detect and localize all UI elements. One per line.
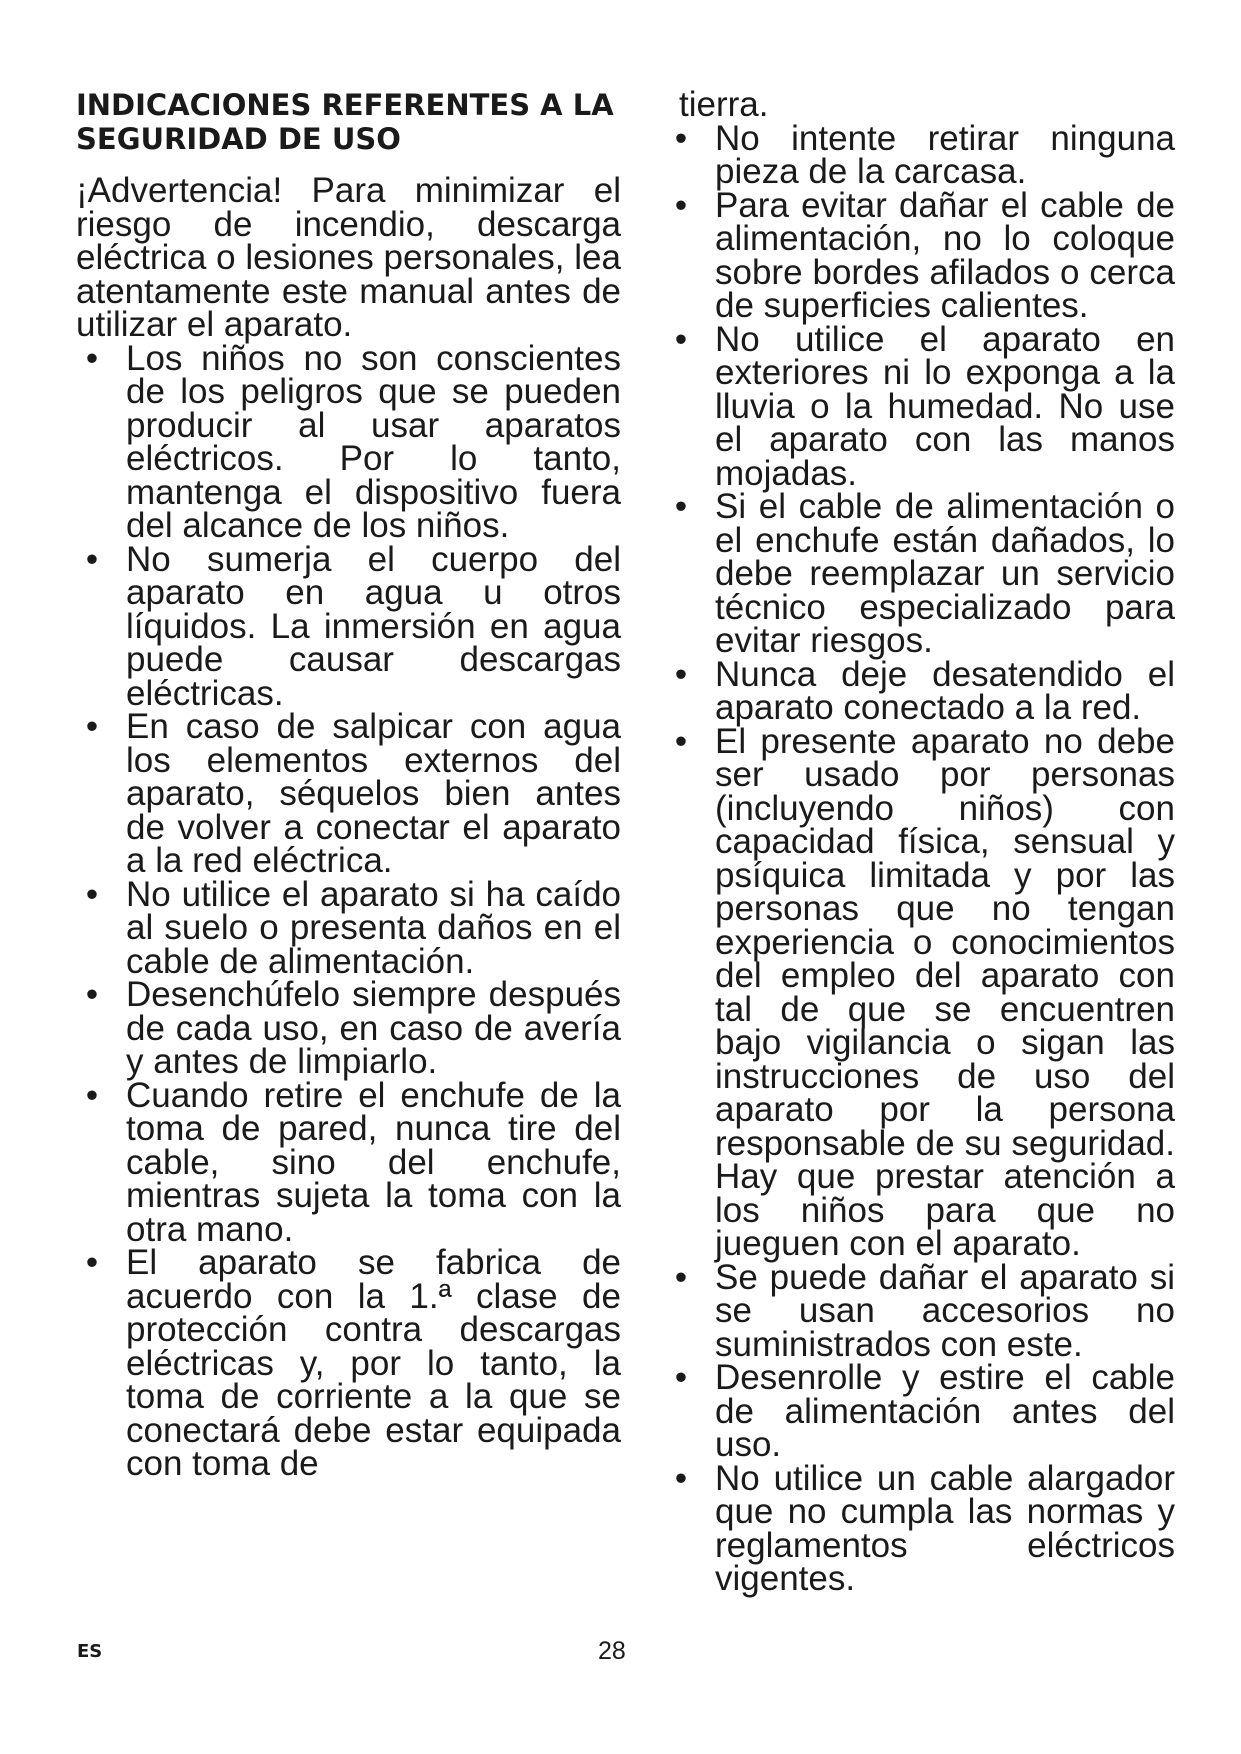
list-item-text: Los niños no son conscientes de los peligros que se pueden producir al usar aparatos eléctricos. Por lo tanto, mantenga el dispositivo fuera del alcance de los niños. bbox=[126, 338, 621, 545]
left-bullet-list bbox=[76, 338, 621, 1483]
list-item-text: Para evitar dañar el cable de alimentación, no lo coloque sobre bordes afilados o cerca de superficies calientes. bbox=[715, 185, 1175, 325]
list-item bbox=[665, 1257, 1175, 1364]
list-item-text: No utilice el aparato en exteriores ni lo exponga a la lluvia o la humedad. No use el aparato con las manos mojadas. bbox=[715, 319, 1175, 493]
bullet-icon: • bbox=[674, 1257, 688, 1297]
list-item bbox=[665, 185, 1175, 325]
list-item-text: Se puede dañar el aparato si se usan accesorios no suministrados con este. bbox=[715, 1257, 1175, 1364]
list-item-text: Cuando retire el enchufe de la toma de pared, nunca tire del cable, sino del enchufe, mientras sujeta la toma con la otra mano. bbox=[126, 1075, 621, 1249]
warning-intro: ¡Advertencia! Para minimizar el riesgo de incendio, descarga eléctrica o lesiones personales, lea atentamente este manual antes de utilizar el aparato. bbox=[76, 171, 621, 344]
bullet-icon: • bbox=[674, 1458, 688, 1498]
right-bullet-list bbox=[665, 118, 1175, 1598]
bullet-icon: • bbox=[85, 539, 99, 579]
continued-text: tierra. bbox=[679, 85, 769, 124]
list-item bbox=[76, 707, 621, 880]
bullet-icon: • bbox=[674, 319, 688, 359]
list-item-text: Si el cable de alimentación o el enchufe están dañados, lo debe reemplazar un servicio técnico especializado para evitar riesgos. bbox=[715, 487, 1175, 660]
list-item bbox=[665, 1458, 1175, 1598]
page-number: 28 bbox=[598, 1637, 626, 1665]
list-item-text: El aparato se fabrica de acuerdo con la 1.ª clase de protección contra descargas eléctricas y, por lo tanto, la toma de corriente a la que se conectará debe estar equipada con toma de bbox=[126, 1243, 621, 1483]
bullet-icon: • bbox=[85, 1075, 99, 1115]
list-item-text: Desenrolle y estire el cable de alimentación antes del uso. bbox=[715, 1358, 1175, 1464]
list-item bbox=[665, 487, 1175, 660]
list-item bbox=[665, 319, 1175, 493]
left-column bbox=[76, 88, 621, 1481]
list-item-text: No sumerja el cuerpo del aparato en agua u otros líquidos. La inmersión en agua puede causar descargas eléctricas. bbox=[126, 539, 621, 713]
right-column bbox=[665, 85, 1175, 1598]
bullet-icon: • bbox=[674, 118, 688, 158]
bullet-icon: • bbox=[674, 487, 688, 526]
bullet-icon: • bbox=[85, 975, 99, 1014]
list-item-text: No utilice un cable alargador que no cumpla las normas y reglamentos eléctricos vigentes. bbox=[715, 1458, 1175, 1598]
bullet-icon: • bbox=[674, 654, 688, 694]
list-item bbox=[76, 1243, 621, 1483]
list-item bbox=[76, 975, 621, 1081]
bullet-icon: • bbox=[85, 707, 99, 746]
list-item-text: En caso de salpicar con agua los elementos externos del aparato, séquelos bien antes de volver a conectar el aparato a la red eléctrica. bbox=[126, 707, 621, 880]
bullet-icon: • bbox=[85, 1243, 99, 1282]
section-heading bbox=[76, 88, 621, 156]
list-item bbox=[76, 1075, 621, 1249]
list-item bbox=[665, 1358, 1175, 1464]
list-item bbox=[76, 338, 621, 545]
list-item bbox=[665, 721, 1175, 1263]
list-item bbox=[76, 539, 621, 713]
bullet-icon: • bbox=[85, 874, 99, 914]
language-code: ES bbox=[77, 1641, 103, 1662]
heading-line-2: SEGURIDAD DE USO bbox=[76, 122, 401, 156]
list-item-text: El presente aparato no debe ser usado por personas (incluyendo niños) con capacidad física, sensual y psíquica limitada y por las personas que no tengan experiencia o conocimientos del empleo del aparato con tal de que se encuentren bajo vigilancia o sigan las instrucciones de uso del aparato por la persona responsable de su seguridad. Hay que prestar atención a los niños para que no jueguen con el aparato. bbox=[715, 721, 1175, 1263]
list-item bbox=[665, 118, 1175, 191]
heading-line-1: INDICACIONES REFERENTES A LA bbox=[76, 88, 614, 122]
list-item-text: Desenchúfelo siempre después de cada uso, en caso de avería y antes de limpiarlo. bbox=[126, 975, 621, 1081]
list-item bbox=[665, 654, 1175, 727]
bullet-icon: • bbox=[674, 1358, 688, 1397]
list-item bbox=[76, 874, 621, 981]
list-item-text: No utilice el aparato si ha caído al suelo o presenta daños en el cable de alimentación. bbox=[126, 874, 621, 981]
list-item-text: Nunca deje desatendido el aparato conectado a la red. bbox=[715, 654, 1175, 727]
list-item-text: No intente retirar ninguna pieza de la carcasa. bbox=[715, 118, 1175, 191]
bullet-icon: • bbox=[85, 338, 99, 378]
bullet-icon: • bbox=[674, 185, 688, 225]
bullet-icon: • bbox=[674, 721, 688, 761]
